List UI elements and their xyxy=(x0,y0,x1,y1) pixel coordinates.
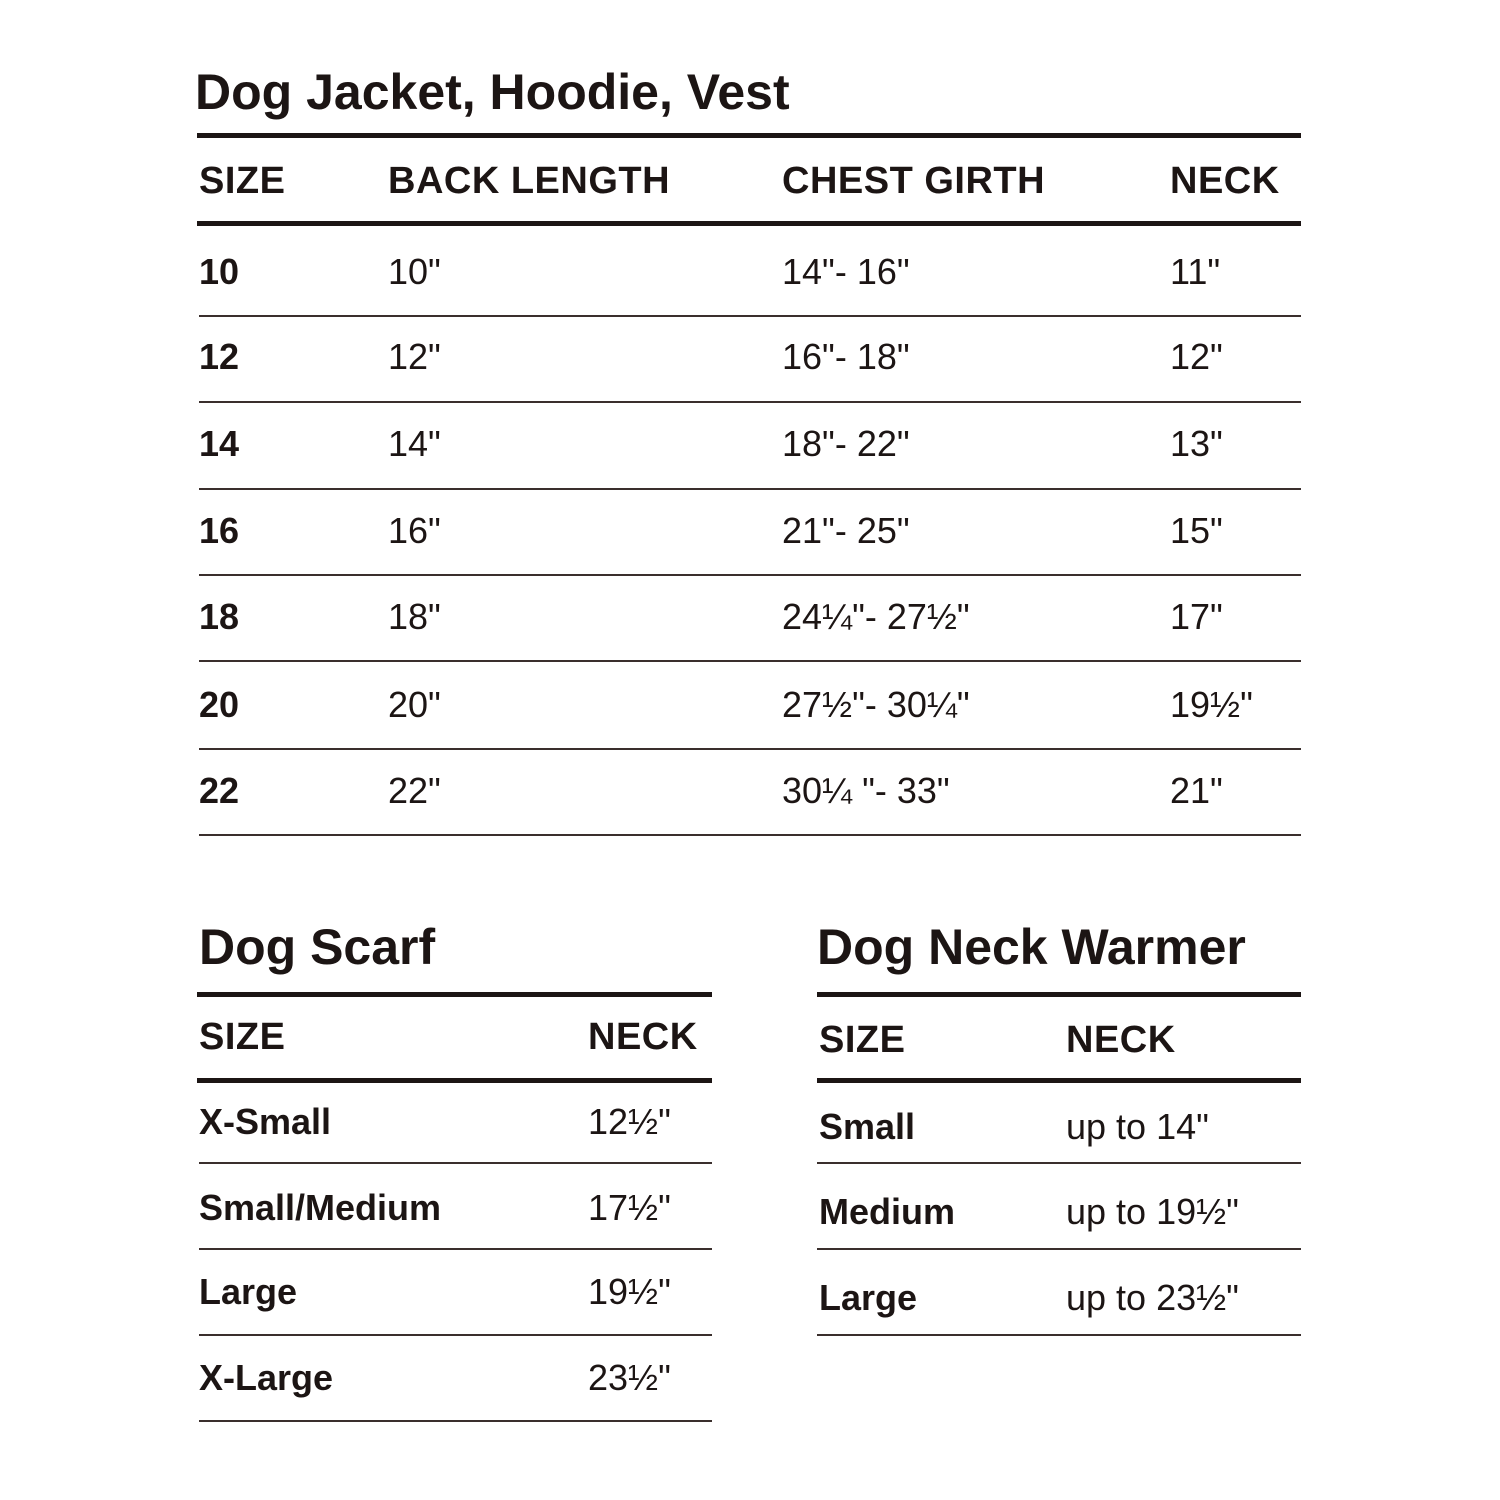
jacket-row-size: 12 xyxy=(199,336,240,377)
jacket-row-neck: 13" xyxy=(1170,423,1223,464)
jacket-row-size: 20 xyxy=(199,684,240,725)
neck-warmer-header-rule xyxy=(817,1078,1301,1083)
scarf-row-neck: 23½" xyxy=(588,1357,671,1398)
neck-warmer-row-divider xyxy=(817,1162,1301,1164)
jacket-row-size: 18 xyxy=(199,596,240,637)
jacket-row-size: 14 xyxy=(199,423,240,464)
jacket-row-back-length: 16" xyxy=(388,510,441,551)
jacket-row-neck: 15" xyxy=(1170,510,1223,551)
neck-warmer-chart-title: Dog Neck Warmer xyxy=(817,919,1246,975)
jacket-row-back-length: 10" xyxy=(388,251,441,292)
neck-warmer-top-rule xyxy=(817,992,1301,997)
jacket-row-neck: 12" xyxy=(1170,336,1223,377)
jacket-header-back-length: BACK LENGTH xyxy=(388,160,671,202)
neck-warmer-header-size: SIZE xyxy=(819,1019,906,1061)
jacket-row-back-length: 18" xyxy=(388,596,441,637)
jacket-row-neck: 11" xyxy=(1170,251,1221,292)
neck-warmer-row-neck: up to 19½" xyxy=(1066,1191,1239,1232)
neck-warmer-row-divider xyxy=(817,1334,1301,1336)
jacket-header-neck: NECK xyxy=(1170,160,1280,202)
scarf-row-size: X-Large xyxy=(199,1357,334,1398)
scarf-row-size: Small/Medium xyxy=(199,1187,442,1228)
neck-warmer-row-neck: up to 14" xyxy=(1066,1106,1209,1147)
scarf-header-size: SIZE xyxy=(199,1016,286,1058)
jacket-row-neck: 19½" xyxy=(1170,684,1253,725)
jacket-row-chest-girth: 16"- 18" xyxy=(782,336,910,377)
jacket-row-chest-girth: 14"- 16" xyxy=(782,251,910,292)
neck-warmer-row-size: Small xyxy=(819,1106,916,1147)
neck-warmer-row-size: Large xyxy=(819,1277,918,1318)
jacket-chart-title: Dog Jacket, Hoodie, Vest xyxy=(195,64,790,120)
jacket-row-size: 22 xyxy=(199,770,240,811)
jacket-row-chest-girth: 18"- 22" xyxy=(782,423,910,464)
jacket-row-back-length: 12" xyxy=(388,336,441,377)
jacket-row-back-length: 20" xyxy=(388,684,441,725)
neck-warmer-row-divider xyxy=(817,1248,1301,1250)
jacket-row-chest-girth: 30¼ "- 33" xyxy=(782,770,950,811)
jacket-row-size: 10 xyxy=(199,251,240,292)
jacket-row-chest-girth: 27½"- 30¼" xyxy=(782,684,970,725)
scarf-row-size: X-Small xyxy=(199,1101,332,1142)
scarf-chart-title: Dog Scarf xyxy=(199,919,436,975)
scarf-row-neck: 12½" xyxy=(588,1101,671,1142)
neck-warmer-row-size: Medium xyxy=(819,1191,956,1232)
jacket-row-size: 16 xyxy=(199,510,240,551)
jacket-row-chest-girth: 21"- 25" xyxy=(782,510,910,551)
jacket-row-chest-girth: 24¼"- 27½" xyxy=(782,596,970,637)
jacket-row-neck: 17" xyxy=(1170,596,1223,637)
neck-warmer-row-neck: up to 23½" xyxy=(1066,1277,1239,1318)
jacket-header-size: SIZE xyxy=(199,160,286,202)
scarf-row-size: Large xyxy=(199,1271,298,1312)
jacket-row-neck: 21" xyxy=(1170,770,1223,811)
scarf-row-neck: 19½" xyxy=(588,1271,671,1312)
scarf-header-neck: NECK xyxy=(588,1016,698,1058)
neck-warmer-header-neck: NECK xyxy=(1066,1019,1176,1061)
jacket-header-chest-girth: CHEST GIRTH xyxy=(782,160,1046,202)
jacket-row-back-length: 22" xyxy=(388,770,441,811)
jacket-row-back-length: 14" xyxy=(388,423,441,464)
scarf-row-neck: 17½" xyxy=(588,1187,671,1228)
